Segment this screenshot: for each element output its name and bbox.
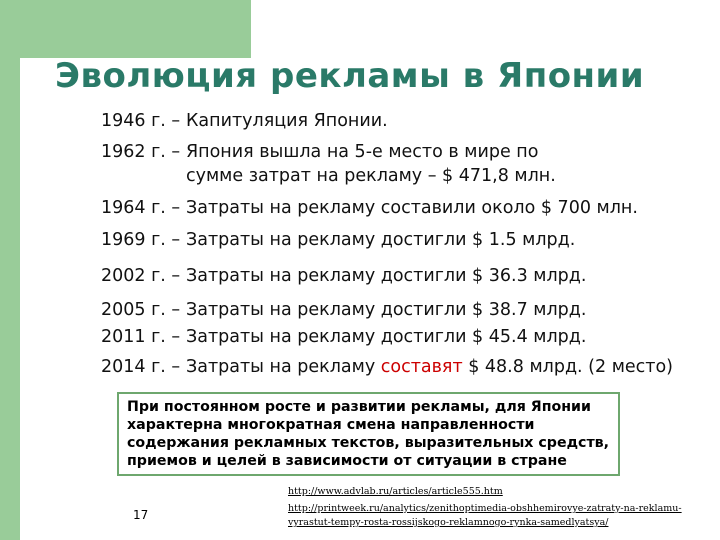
timeline-text: Затраты на рекламу составили около $ 700 млн. [186,198,638,218]
timeline-year: 2002 г. – [101,266,181,286]
timeline-year: 1962 г. – [101,142,181,162]
timeline-text: Затраты на рекламу достигли $ 45.4 млрд. [186,327,587,347]
timeline-year: 1964 г. – [101,198,181,218]
timeline-item-1964 [101,198,638,218]
timeline-item-1969 [101,230,575,250]
timeline-item-2005 [101,300,586,320]
timeline-text-after: $ 48.8 млрд. (2 место) [462,357,674,377]
timeline-text: Затраты на рекламу достигли $ 1.5 млрд. [186,230,576,250]
summary-note-box [117,392,620,476]
timeline-text: Затраты на рекламу достигли $ 36.3 млрд. [186,266,587,286]
timeline-text: Затраты на рекламу [186,357,381,377]
timeline-year: 2011 г. – [101,327,181,347]
timeline-highlight: составят [380,357,463,377]
source-link-printweek-continued[interactable]: vyrastut-tempy-rosta-rossijskogo-reklamnogo-rynka-samedlyatsya/ [288,517,609,528]
timeline-text: Затраты на рекламу достигли $ 38.7 млрд. [186,300,587,320]
page-number: 17 [133,508,149,522]
timeline-item-2002 [101,266,586,286]
timeline-year: 2005 г. – [101,300,181,320]
timeline-item-1946 [101,111,388,131]
timeline-year: 2014 г. – [101,357,181,377]
timeline-year: 1946 г. – [101,111,181,131]
timeline-year: 1969 г. – [101,230,181,250]
timeline-text-continuation: сумме затрат на рекламу – $ 471,8 млн. [186,166,556,186]
source-link-advlab[interactable]: http://www.advlab.ru/articles/article555.htm [288,486,503,497]
decorative-green-bar [0,0,251,58]
slide-title: Эволюция рекламы в Японии [55,56,645,96]
timeline-item-1962 [101,142,538,162]
timeline-item-2011 [101,327,586,347]
decorative-green-side [0,58,20,540]
timeline-text: Капитуляция Японии. [186,111,388,131]
source-link-printweek[interactable]: http://printweek.ru/analytics/zenithoptimedia-obshhemirovye-zatraty-na-reklamu- [288,503,682,514]
timeline-item-2014 [101,357,673,377]
summary-note-text: При постоянном росте и развитии рекламы, для Японии характерна многократная смена направленности содержания рекламных текстов, выразительных средств, приемов и целей в зависимости от ситуации в стране [127,399,610,469]
timeline-text: Япония вышла на 5-е место в мире по [186,142,539,162]
